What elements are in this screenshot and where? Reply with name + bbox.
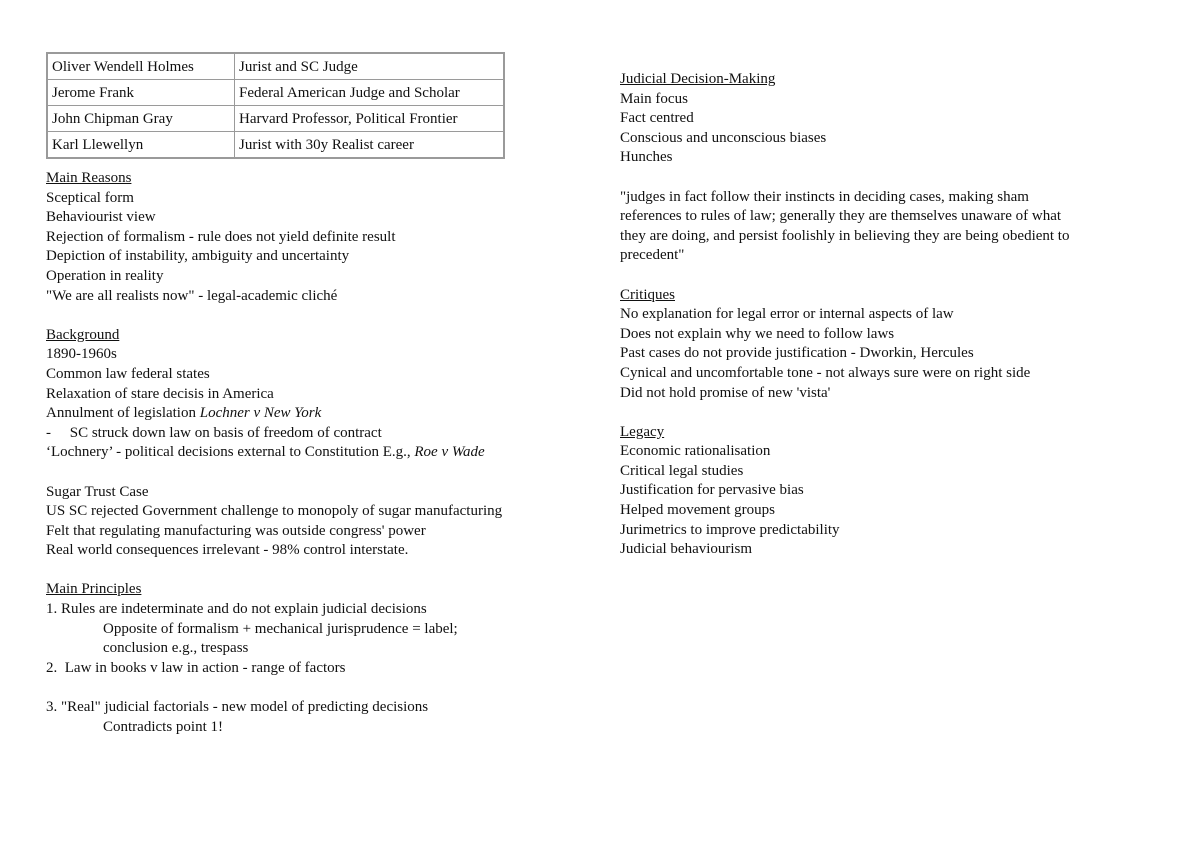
list-item: Relaxation of stare decisis in America — [46, 385, 274, 402]
section-heading: Background — [46, 326, 120, 343]
list-item: Felt that regulating manufacturing was outside congress' power — [46, 522, 426, 539]
quote-block — [620, 188, 1160, 266]
quote-line: references to rules of law; generally they are themselves unaware of what — [620, 208, 1062, 225]
list-item: Helped movement groups — [620, 502, 775, 519]
background-section — [46, 326, 586, 463]
main-principles-section — [46, 580, 586, 678]
judicial-decision-making-section — [620, 70, 1160, 168]
list-item: conclusion e.g., trespass — [103, 640, 249, 657]
case-name: Roe v Wade — [414, 444, 485, 461]
table-row — [47, 80, 504, 106]
section-heading: Legacy — [620, 423, 665, 440]
person-role: Harvard Professor, Political Frontier — [235, 106, 505, 132]
list-item: Cynical and uncomfortable tone - not always sure were on right side — [620, 364, 1031, 381]
person-name: John Chipman Gray — [47, 106, 235, 132]
list-item: Contradicts point 1! — [103, 718, 223, 735]
section-heading: Critiques — [620, 286, 675, 303]
person-role: Jurist and SC Judge — [235, 53, 505, 80]
list-item: US SC rejected Government challenge to monopoly of sugar manufacturing — [46, 503, 503, 520]
sugar-trust-section — [46, 483, 586, 561]
list-item — [46, 404, 586, 424]
section-heading: Judicial Decision-Making — [620, 71, 776, 87]
list-item: Common law federal states — [46, 365, 210, 382]
list-item: Conscious and unconscious biases — [620, 129, 827, 146]
list-item: Judicial behaviourism — [620, 541, 753, 558]
legacy-section — [620, 423, 1160, 560]
person-role: Federal American Judge and Scholar — [235, 80, 505, 106]
critiques-section — [620, 286, 1160, 404]
list-item: Did not hold promise of new 'vista' — [620, 384, 831, 401]
section-heading: Main Principles — [46, 581, 142, 598]
right-column — [620, 70, 1160, 579]
list-item: Past cases do not provide justification - Dworkin, Hercules — [620, 345, 974, 362]
section-heading: Main Reasons — [46, 170, 132, 186]
list-item: 1890-1960s — [46, 346, 117, 363]
list-item: Justification for pervasive bias — [620, 482, 804, 499]
list-item: - SC struck down law on basis of freedom of contract — [46, 424, 382, 441]
person-name: Oliver Wendell Holmes — [47, 53, 235, 80]
list-item: Main focus — [620, 90, 688, 107]
main-principles-point-3 — [46, 698, 586, 737]
line-text: Annulment of legislation — [46, 405, 200, 422]
table-row — [47, 53, 504, 80]
list-item: Does not explain why we need to follow laws — [620, 325, 895, 342]
quote-line: precedent" — [620, 247, 685, 264]
line-text: ‘Lochnery’ - political decisions external to Constitution E.g., — [46, 444, 415, 461]
case-name: Lochner v New York — [199, 405, 322, 422]
list-item: Sceptical form — [46, 189, 134, 206]
list-item: Hunches — [620, 149, 673, 166]
list-item: Opposite of formalism + mechanical jurisprudence = label; — [103, 620, 458, 637]
list-item: Depiction of instability, ambiguity and uncertainty — [46, 248, 350, 265]
list-item: Jurimetrics to improve predictability — [620, 521, 840, 538]
list-item: 3. "Real" judicial factorials - new model of predicting decisions — [46, 699, 429, 716]
table-row — [47, 132, 504, 159]
person-name: Karl Llewellyn — [47, 132, 235, 159]
people-table — [46, 52, 505, 159]
list-item: Fact centred — [620, 110, 694, 127]
left-column — [46, 52, 586, 757]
list-item: 2. Law in books v law in action - range of factors — [46, 659, 346, 676]
list-item: Critical legal studies — [620, 462, 744, 479]
person-role: Jurist with 30y Realist career — [235, 132, 505, 159]
list-item: 1. Rules are indeterminate and do not explain judicial decisions — [46, 601, 427, 618]
person-name: Jerome Frank — [47, 80, 235, 106]
list-item: Sugar Trust Case — [46, 483, 149, 500]
table-row — [47, 106, 504, 132]
quote-line: "judges in fact follow their instincts in deciding cases, making sham — [620, 188, 1029, 205]
list-item: Operation in reality — [46, 267, 164, 284]
list-item: Rejection of formalism - rule does not yield definite result — [46, 228, 396, 245]
quote-line: they are doing, and persist foolishly in believing they are being obedient to — [620, 227, 1070, 244]
main-reasons-section — [46, 169, 586, 306]
list-item: Real world consequences irrelevant - 98% control interstate. — [46, 542, 409, 559]
list-item: Economic rationalisation — [620, 443, 771, 460]
list-item: No explanation for legal error or internal aspects of law — [620, 306, 954, 323]
list-item: Behaviourist view — [46, 209, 156, 226]
list-item: "We are all realists now" - legal-academic cliché — [46, 287, 338, 304]
list-item — [46, 443, 586, 463]
